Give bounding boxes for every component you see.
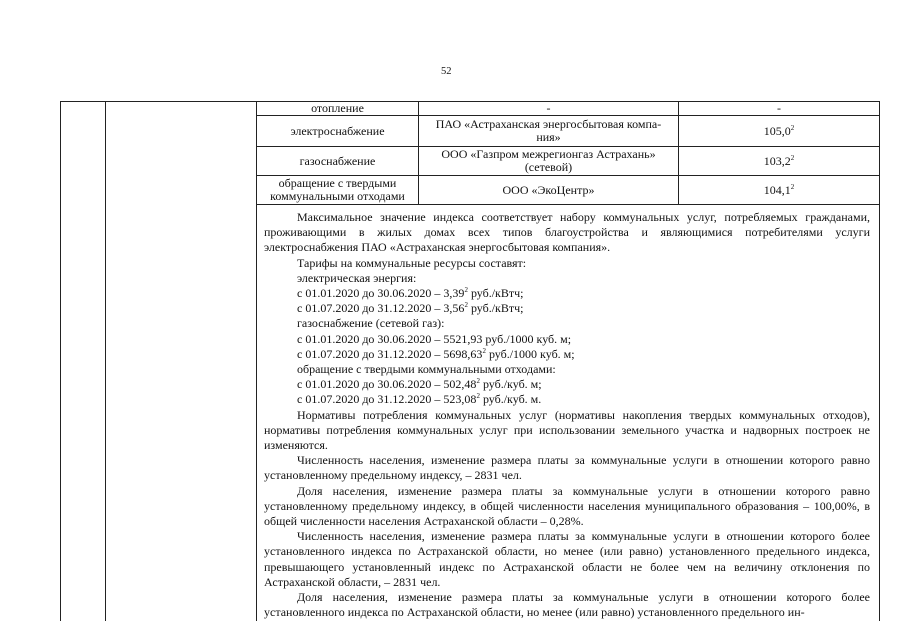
paragraph: Доля населения, изменение размера платы за коммунальные услуги в отношении которого равно установленному предельному индексу, в общей численности населения муниципального образования – 100,00%, в общей численности населения Астраханской области – 0,28%.: [264, 483, 870, 529]
provider-name: -: [546, 100, 551, 115]
service-name: отопление: [311, 100, 364, 115]
tariff-line: с 01.01.2020 до 30.06.2020 – 5521,93 руб./1000 куб. м;: [297, 331, 572, 346]
paragraph: Численность населения, изменение размера платы за коммунальные услуги в отношении которого более установленного индекса по Астраханской области, но менее (или равно) установленного предельного индекса, превышающего установленный индекс по Астраханской области не более чем на величину отклонения по Астраханской области, – 2831 чел.: [264, 529, 870, 589]
service-name: обращение с твердыми коммунальными отходами: [270, 176, 405, 203]
body-text: [264, 210, 870, 620]
tariff-line: с 01.07.2020 до 31.12.2020 – 5698,63$^2$ руб./1000 куб. м;: [297, 346, 575, 361]
service-name: электроснабжение: [290, 123, 385, 138]
provider-name: ПАО «Астраханская энергосбытовая компа-ния»: [435, 117, 662, 144]
index-value: 103,2$^2$: [763, 153, 795, 168]
table-column-line: [105, 101, 106, 621]
tariff-line: с 01.01.2020 до 30.06.2020 – 3,39$^2$ руб./кВтч;: [297, 286, 524, 301]
index-value: 104,1$^2$: [763, 182, 795, 197]
footnote-mark: 2: [790, 153, 795, 162]
electricity-heading: электрическая энергия:: [297, 270, 417, 285]
paragraph: Доля населения, изменение размера платы за коммунальные услуги в отношении которого более установленного индекса по Астраханской области, но менее (или равно) установленного предельного ин-: [264, 590, 870, 620]
table-column-line: [256, 101, 257, 621]
provider-name: ООО «ЭкоЦентр»: [502, 182, 595, 197]
page-number: 52: [441, 66, 452, 77]
provider-name: ООО «Газпром межрегионгаз Астрахань» (сетевой): [441, 147, 656, 174]
service-name: газоснабжение: [299, 153, 376, 168]
tariff-line: с 01.01.2020 до 30.06.2020 – 502,48$^2$ руб./куб. м;: [297, 377, 542, 392]
index-value: 105,0$^2$: [763, 123, 795, 138]
table-border-left: [60, 101, 61, 621]
paragraph: Нормативы потребления коммунальных услуг (нормативы накопления твердых коммунальных отходов), нормативы потребления коммунальных услуг при использовании земельного участка и надворных построек не изменяются.: [264, 407, 870, 453]
table-border-right: [879, 101, 880, 621]
subtable-row-line: [256, 204, 879, 205]
footnote-mark: 2: [790, 182, 795, 191]
index-value: -: [777, 100, 781, 115]
tariffs-heading: Тарифы на коммунальные ресурсы составят:: [297, 255, 527, 270]
paragraph: Максимальное значение индекса соответствует набору коммунальных услуг, потребляемых гражданами, проживающими в жилых домах всех типов благоустройства и являющимися потребителями услуги электроснабжения ПАО «Астраханская энергосбытовая компания».: [264, 210, 870, 255]
footnote-mark: 2: [790, 123, 795, 132]
waste-heading: обращение с твердыми коммунальными отходами:: [297, 362, 556, 377]
gas-heading: газоснабжение (сетевой газ):: [297, 316, 445, 331]
paragraph: Численность населения, изменение размера платы за коммунальные услуги в отношении которого равно установленному предельному индексу, – 2831 чел.: [264, 453, 870, 483]
tariff-line: с 01.07.2020 до 31.12.2020 – 523,08$^2$ руб./куб. м.: [297, 392, 542, 407]
document-table: [60, 101, 880, 621]
tariff-line: с 01.07.2020 до 31.12.2020 – 3,56$^2$ руб./кВтч;: [297, 301, 524, 316]
